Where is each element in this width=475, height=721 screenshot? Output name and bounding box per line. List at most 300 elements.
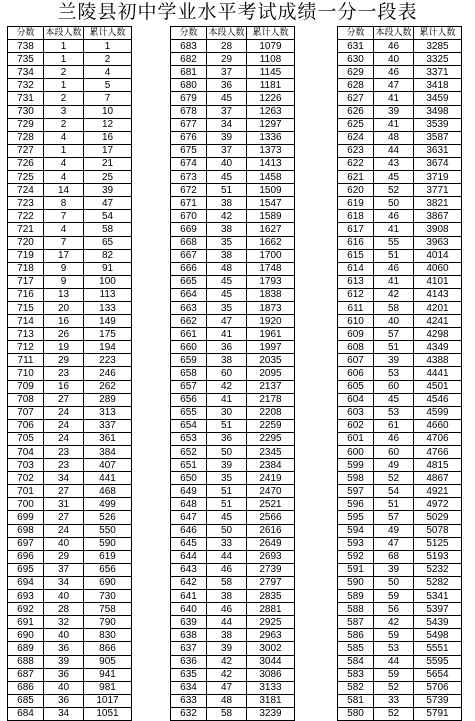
table-row	[338, 184, 462, 197]
segment-count-cell: 41	[374, 118, 414, 131]
table-row	[8, 131, 132, 144]
score-cell: 618	[338, 210, 374, 223]
cumulative-count-cell: 82	[84, 249, 132, 262]
table-row	[338, 40, 462, 53]
score-cell: 612	[338, 288, 374, 301]
segment-count-cell: 52	[374, 681, 414, 694]
score-cell: 688	[8, 655, 44, 668]
segment-count-cell: 39	[44, 655, 84, 668]
segment-count-cell: 59	[374, 629, 414, 642]
score-cell: 598	[338, 472, 374, 485]
table-row	[338, 419, 462, 432]
score-cell: 728	[8, 131, 44, 144]
cumulative-count-cell: 58	[84, 223, 132, 236]
segment-count-cell: 54	[374, 485, 414, 498]
score-cell: 659	[171, 354, 207, 367]
score-cell: 584	[338, 655, 374, 668]
score-cell: 636	[171, 655, 207, 668]
table-row	[171, 328, 295, 341]
segment-count-cell: 39	[374, 105, 414, 118]
score-cell: 597	[338, 485, 374, 498]
cumulative-count-cell: 941	[84, 668, 132, 681]
table-row	[171, 184, 295, 197]
table-row	[338, 642, 462, 655]
score-cell: 715	[8, 301, 44, 314]
segment-count-cell: 2	[44, 66, 84, 79]
segment-count-cell: 50	[207, 446, 247, 459]
table-row	[338, 563, 462, 576]
segment-count-cell: 37	[207, 66, 247, 79]
table-row	[338, 354, 462, 367]
segment-count-cell: 39	[374, 354, 414, 367]
segment-count-cell: 52	[374, 707, 414, 720]
cumulative-count-cell: 361	[84, 432, 132, 445]
score-cell: 671	[171, 197, 207, 210]
segment-count-cell: 44	[374, 144, 414, 157]
cumulative-count-cell: 337	[84, 419, 132, 432]
table-row	[171, 262, 295, 275]
segment-count-cell: 14	[44, 184, 84, 197]
segment-count-cell: 53	[374, 406, 414, 419]
score-cell: 660	[171, 341, 207, 354]
score-cell: 667	[171, 249, 207, 262]
segment-count-cell: 57	[374, 328, 414, 341]
cumulative-count-cell: 4867	[414, 472, 462, 485]
score-cell: 735	[8, 53, 44, 66]
cumulative-count-cell: 1793	[247, 275, 295, 288]
segment-count-cell: 38	[207, 223, 247, 236]
cumulative-count-cell: 113	[84, 288, 132, 301]
page-title: 兰陵县初中学业水平考试成绩一分一段表	[57, 1, 418, 23]
segment-count-cell: 28	[44, 603, 84, 616]
score-table-3	[337, 26, 462, 721]
cumulative-count-cell: 246	[84, 367, 132, 380]
score-cell: 717	[8, 275, 44, 288]
score-cell: 629	[338, 66, 374, 79]
header-score: 分数	[171, 27, 207, 40]
cumulative-count-cell: 65	[84, 236, 132, 249]
cumulative-count-cell: 2	[84, 53, 132, 66]
score-cell: 590	[338, 576, 374, 589]
score-cell: 682	[171, 53, 207, 66]
score-cell: 661	[171, 328, 207, 341]
score-cell: 706	[8, 419, 44, 432]
segment-count-cell: 38	[207, 629, 247, 642]
table-row	[338, 157, 462, 170]
segment-count-cell: 29	[44, 354, 84, 367]
segment-count-cell: 41	[374, 223, 414, 236]
score-cell: 607	[338, 354, 374, 367]
table-row	[338, 446, 462, 459]
cumulative-count-cell: 133	[84, 301, 132, 314]
segment-count-cell: 7	[44, 210, 84, 223]
cumulative-count-cell: 830	[84, 629, 132, 642]
table-row	[171, 380, 295, 393]
segment-count-cell: 1	[44, 79, 84, 92]
segment-count-cell: 27	[44, 511, 84, 524]
table-row	[171, 301, 295, 314]
score-cell: 657	[171, 380, 207, 393]
cumulative-count-cell: 1	[84, 40, 132, 53]
segment-count-cell: 34	[44, 576, 84, 589]
cumulative-count-cell: 2095	[247, 367, 295, 380]
cumulative-count-cell: 4060	[414, 262, 462, 275]
segment-count-cell: 35	[207, 301, 247, 314]
cumulative-count-cell: 149	[84, 315, 132, 328]
table-row	[8, 301, 132, 314]
cumulative-count-cell: 590	[84, 537, 132, 550]
table-row	[171, 432, 295, 445]
score-cell: 673	[171, 171, 207, 184]
table-row	[8, 328, 132, 341]
segment-count-cell: 36	[44, 668, 84, 681]
cumulative-count-cell: 5791	[414, 707, 462, 720]
score-cell: 602	[338, 419, 374, 432]
score-cell: 621	[338, 171, 374, 184]
table-row	[8, 642, 132, 655]
score-cell: 664	[171, 288, 207, 301]
header-row	[338, 27, 462, 40]
score-cell: 656	[171, 393, 207, 406]
table-row	[338, 288, 462, 301]
table-row	[171, 236, 295, 249]
cumulative-count-cell: 1627	[247, 223, 295, 236]
score-cell: 719	[8, 249, 44, 262]
cumulative-count-cell: 2881	[247, 603, 295, 616]
segment-count-cell: 39	[207, 459, 247, 472]
score-cell: 681	[171, 66, 207, 79]
segment-count-cell: 58	[207, 576, 247, 589]
table-row	[8, 419, 132, 432]
tables-container	[0, 25, 475, 720]
table-row	[338, 459, 462, 472]
score-cell: 606	[338, 367, 374, 380]
score-cell: 628	[338, 79, 374, 92]
cumulative-count-cell: 4	[84, 66, 132, 79]
score-cell: 623	[338, 144, 374, 157]
table-row	[338, 92, 462, 105]
cumulative-count-cell: 5551	[414, 642, 462, 655]
cumulative-count-cell: 1748	[247, 262, 295, 275]
table-row	[8, 498, 132, 511]
segment-count-cell: 51	[207, 184, 247, 197]
cumulative-count-cell: 3867	[414, 210, 462, 223]
cumulative-count-cell: 441	[84, 472, 132, 485]
cumulative-count-cell: 91	[84, 262, 132, 275]
segment-count-cell: 45	[374, 171, 414, 184]
cumulative-count-cell: 1297	[247, 118, 295, 131]
table-row	[171, 550, 295, 563]
segment-count-cell: 32	[44, 616, 84, 629]
table-row	[8, 524, 132, 537]
score-cell: 644	[171, 550, 207, 563]
cumulative-count-cell: 4972	[414, 498, 462, 511]
segment-count-cell: 51	[207, 485, 247, 498]
score-cell: 654	[171, 419, 207, 432]
table-row	[8, 275, 132, 288]
segment-count-cell: 50	[207, 524, 247, 537]
table-row	[338, 105, 462, 118]
segment-count-cell: 36	[44, 642, 84, 655]
cumulative-count-cell: 5595	[414, 655, 462, 668]
score-cell: 672	[171, 184, 207, 197]
cumulative-count-cell: 1838	[247, 288, 295, 301]
score-cell: 693	[8, 590, 44, 603]
segment-count-cell: 34	[44, 472, 84, 485]
table-row	[8, 262, 132, 275]
segment-count-cell: 16	[44, 315, 84, 328]
header-row	[8, 27, 132, 40]
cumulative-count-cell: 3418	[414, 79, 462, 92]
table-row	[171, 157, 295, 170]
table-row	[338, 694, 462, 707]
cumulative-count-cell: 1263	[247, 105, 295, 118]
segment-count-cell: 20	[44, 301, 84, 314]
cumulative-count-cell: 2178	[247, 393, 295, 406]
table-row	[338, 262, 462, 275]
header-score: 分数	[338, 27, 374, 40]
table-row	[8, 485, 132, 498]
segment-count-cell: 3	[44, 105, 84, 118]
score-cell: 586	[338, 629, 374, 642]
segment-count-cell: 47	[207, 315, 247, 328]
table-row	[8, 472, 132, 485]
score-cell: 604	[338, 393, 374, 406]
table-row	[171, 498, 295, 511]
segment-count-cell: 50	[374, 576, 414, 589]
score-cell: 727	[8, 144, 44, 157]
cumulative-count-cell: 1079	[247, 40, 295, 53]
score-cell: 642	[171, 576, 207, 589]
score-cell: 709	[8, 380, 44, 393]
table-row	[338, 171, 462, 184]
score-cell: 712	[8, 341, 44, 354]
cumulative-count-cell: 905	[84, 655, 132, 668]
table-row	[8, 380, 132, 393]
table-row	[171, 354, 295, 367]
segment-count-cell: 34	[44, 707, 84, 720]
table-row	[171, 315, 295, 328]
table-row	[338, 131, 462, 144]
table-row	[8, 590, 132, 603]
cumulative-count-cell: 1145	[247, 66, 295, 79]
table-row	[8, 171, 132, 184]
table-row	[171, 53, 295, 66]
score-cell: 627	[338, 92, 374, 105]
cumulative-count-cell: 2419	[247, 472, 295, 485]
segment-count-cell: 51	[374, 498, 414, 511]
table-row	[171, 576, 295, 589]
table-row	[171, 485, 295, 498]
segment-count-cell: 40	[44, 537, 84, 550]
segment-count-cell: 29	[44, 550, 84, 563]
table-row	[338, 616, 462, 629]
score-table-2	[170, 26, 295, 721]
table-row	[171, 367, 295, 380]
score-cell: 622	[338, 157, 374, 170]
score-cell: 679	[171, 92, 207, 105]
table-row	[338, 275, 462, 288]
cumulative-count-cell: 2137	[247, 380, 295, 393]
cumulative-count-cell: 1413	[247, 157, 295, 170]
cumulative-count-cell: 690	[84, 576, 132, 589]
score-cell: 643	[171, 563, 207, 576]
cumulative-count-cell: 313	[84, 406, 132, 419]
cumulative-count-cell: 3771	[414, 184, 462, 197]
cumulative-count-cell: 5193	[414, 550, 462, 563]
table-row	[8, 223, 132, 236]
cumulative-count-cell: 4014	[414, 249, 462, 262]
segment-count-cell: 28	[207, 40, 247, 53]
header-segment-count: 本段人数	[44, 27, 84, 40]
cumulative-count-cell: 3133	[247, 681, 295, 694]
score-cell: 722	[8, 210, 44, 223]
cumulative-count-cell: 981	[84, 681, 132, 694]
cumulative-count-cell: 175	[84, 328, 132, 341]
table-row	[338, 79, 462, 92]
table-row	[8, 157, 132, 170]
cumulative-count-cell: 3587	[414, 131, 462, 144]
cumulative-count-cell: 2521	[247, 498, 295, 511]
cumulative-count-cell: 1051	[84, 707, 132, 720]
segment-count-cell: 8	[44, 197, 84, 210]
segment-count-cell: 27	[44, 393, 84, 406]
cumulative-count-cell: 4546	[414, 393, 462, 406]
cumulative-count-cell: 1509	[247, 184, 295, 197]
score-cell: 647	[171, 511, 207, 524]
score-cell: 718	[8, 262, 44, 275]
score-cell: 676	[171, 131, 207, 144]
cumulative-count-cell: 2835	[247, 590, 295, 603]
table-row	[8, 184, 132, 197]
cumulative-count-cell: 4501	[414, 380, 462, 393]
table-row	[8, 707, 132, 720]
score-cell: 595	[338, 511, 374, 524]
segment-count-cell: 37	[207, 105, 247, 118]
cumulative-count-cell: 550	[84, 524, 132, 537]
cumulative-count-cell: 54	[84, 210, 132, 223]
cumulative-count-cell: 1920	[247, 315, 295, 328]
segment-count-cell: 43	[374, 157, 414, 170]
segment-count-cell: 27	[44, 485, 84, 498]
cumulative-count-cell: 5232	[414, 563, 462, 576]
table-row	[171, 105, 295, 118]
cumulative-count-cell: 2963	[247, 629, 295, 642]
header-cumulative-count: 累计人数	[84, 27, 132, 40]
cumulative-count-cell: 4241	[414, 315, 462, 328]
segment-count-cell: 36	[207, 79, 247, 92]
table-row	[338, 393, 462, 406]
segment-count-cell: 38	[207, 197, 247, 210]
table-row	[8, 40, 132, 53]
segment-count-cell: 59	[374, 590, 414, 603]
segment-count-cell: 40	[207, 157, 247, 170]
table-row	[171, 511, 295, 524]
table-row	[8, 459, 132, 472]
table-row	[171, 171, 295, 184]
segment-count-cell: 24	[44, 432, 84, 445]
segment-count-cell: 16	[44, 380, 84, 393]
segment-count-cell: 13	[44, 288, 84, 301]
segment-count-cell: 45	[207, 92, 247, 105]
segment-count-cell: 46	[207, 603, 247, 616]
segment-count-cell: 46	[374, 210, 414, 223]
segment-count-cell: 47	[374, 537, 414, 550]
cumulative-count-cell: 5397	[414, 603, 462, 616]
cumulative-count-cell: 5125	[414, 537, 462, 550]
table-row	[338, 537, 462, 550]
score-cell: 669	[171, 223, 207, 236]
score-cell: 731	[8, 92, 44, 105]
segment-count-cell: 53	[374, 367, 414, 380]
cumulative-count-cell: 3908	[414, 223, 462, 236]
table-row	[171, 144, 295, 157]
score-cell: 655	[171, 406, 207, 419]
score-cell: 726	[8, 157, 44, 170]
cumulative-count-cell: 5654	[414, 668, 462, 681]
segment-count-cell: 46	[374, 66, 414, 79]
segment-count-cell: 42	[207, 380, 247, 393]
table-row	[8, 393, 132, 406]
score-cell: 663	[171, 301, 207, 314]
score-cell: 703	[8, 459, 44, 472]
table-row	[338, 576, 462, 589]
table-row	[8, 66, 132, 79]
cumulative-count-cell: 39	[84, 184, 132, 197]
cumulative-count-cell: 289	[84, 393, 132, 406]
table-row	[338, 550, 462, 563]
table-row	[8, 629, 132, 642]
score-cell: 724	[8, 184, 44, 197]
cumulative-count-cell: 5282	[414, 576, 462, 589]
cumulative-count-cell: 5439	[414, 616, 462, 629]
table-row	[338, 144, 462, 157]
segment-count-cell: 47	[207, 681, 247, 694]
cumulative-count-cell: 499	[84, 498, 132, 511]
score-cell: 674	[171, 157, 207, 170]
score-cell: 641	[171, 590, 207, 603]
cumulative-count-cell: 2208	[247, 406, 295, 419]
table-row	[8, 694, 132, 707]
segment-count-cell: 52	[374, 184, 414, 197]
table-row	[338, 301, 462, 314]
score-cell: 633	[171, 694, 207, 707]
score-cell: 585	[338, 642, 374, 655]
table-row	[171, 210, 295, 223]
cumulative-count-cell: 3719	[414, 171, 462, 184]
table-row	[338, 315, 462, 328]
score-cell: 734	[8, 66, 44, 79]
table-row	[8, 249, 132, 262]
score-cell: 690	[8, 629, 44, 642]
cumulative-count-cell: 4441	[414, 367, 462, 380]
cumulative-count-cell: 1373	[247, 144, 295, 157]
score-cell: 638	[171, 629, 207, 642]
table-row	[171, 459, 295, 472]
score-cell: 716	[8, 288, 44, 301]
score-cell: 698	[8, 524, 44, 537]
cumulative-count-cell: 526	[84, 511, 132, 524]
score-cell: 589	[338, 590, 374, 603]
segment-count-cell: 52	[374, 472, 414, 485]
score-cell: 635	[171, 668, 207, 681]
cumulative-count-cell: 866	[84, 642, 132, 655]
cumulative-count-cell: 3086	[247, 668, 295, 681]
table-row	[8, 79, 132, 92]
table-row	[8, 105, 132, 118]
cumulative-count-cell: 2797	[247, 576, 295, 589]
cumulative-count-cell: 1547	[247, 197, 295, 210]
